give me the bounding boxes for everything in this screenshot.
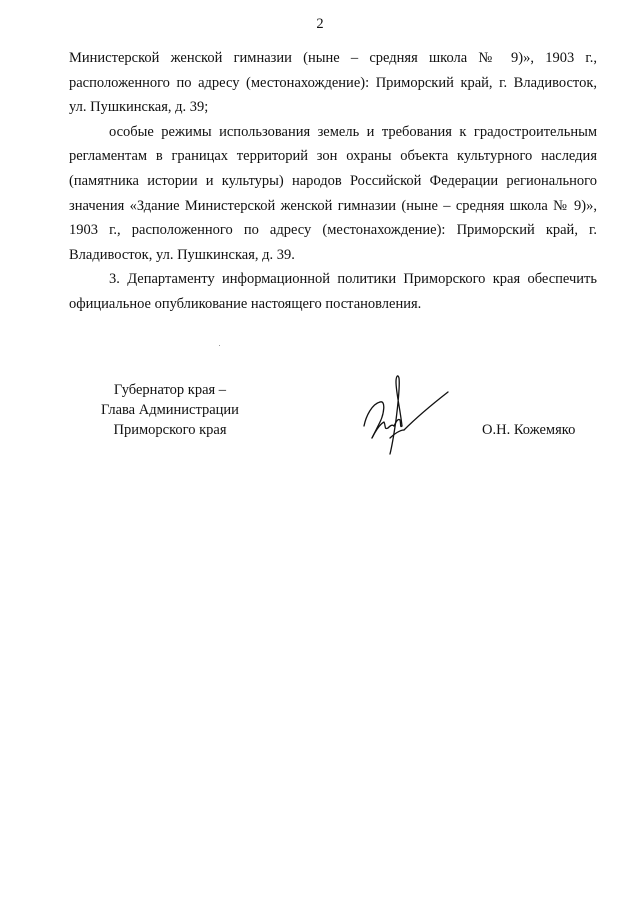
- paragraph-special-regimes: особые режимы использования земель и требования к градостроительным регламентам в границах территорий зон охраны объекта культурного наследия (памятника истории и культуры) народов Российской Федерации регионального значения «Здание Министерской женской гимназии (ныне – средняя школа № 9)», 1903 г., расположенного по адресу (местонахождение): Приморский край, г. Владивосток, ул. Пушкинская, д. 39.: [69, 123, 597, 263]
- signatory-title-line: Губернатор края –: [113, 382, 227, 398]
- document-body: [69, 46, 597, 317]
- signatory-title: [70, 380, 270, 440]
- page-number: 2: [316, 16, 324, 32]
- paragraph-item-3: 3. Департаменту информационной политики Приморского края обеспечить официальное опубликование настоящего постановления.: [69, 271, 597, 312]
- signatory-title-line: Глава Администрации: [101, 402, 239, 418]
- scan-speck: [219, 345, 220, 346]
- signatory-title-line: Приморского края: [113, 422, 227, 438]
- paragraph-continuation: Министерской женской гимназии (ныне – средняя школа № 9)», 1903 г., расположенного по адресу (местонахождение): Приморский край, г. Владивосток, ул. Пушкинская, д. 39;: [69, 50, 597, 116]
- signatory-name: О.Н. Кожемяко: [482, 422, 576, 438]
- handwritten-signature: [350, 364, 460, 464]
- signature-block: [0, 380, 640, 470]
